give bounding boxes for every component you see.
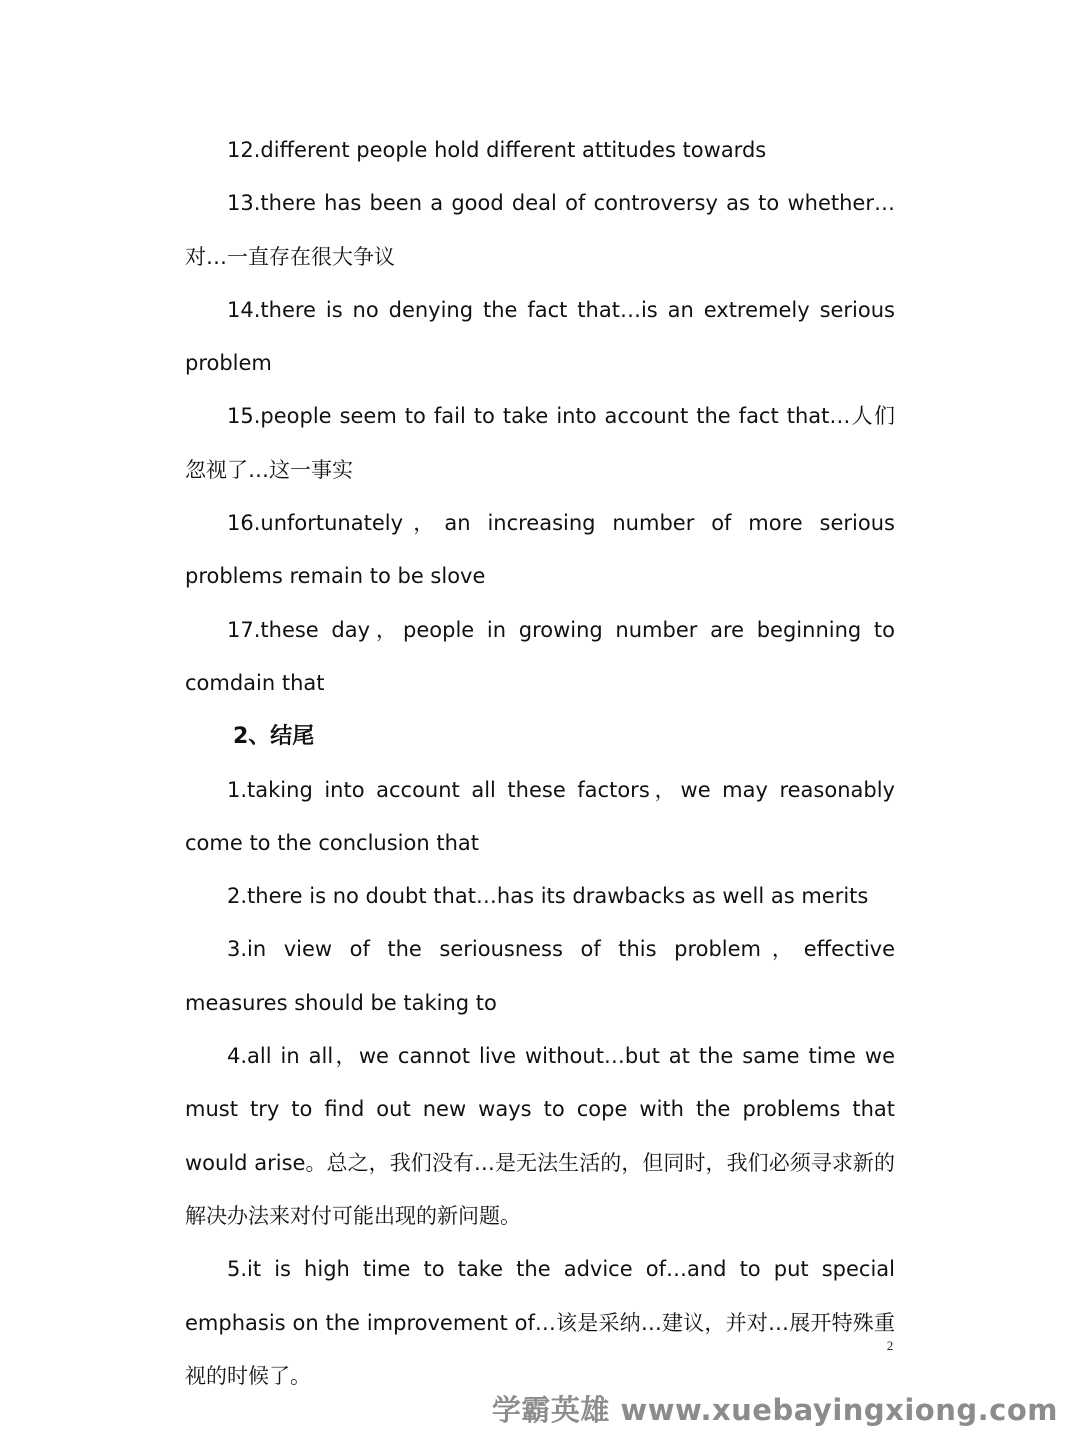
document-body: [185, 124, 895, 1403]
conclusion-item-3: 3.in view of the seriousness of this problem，effective measures should be taking to: [185, 937, 895, 1015]
site-watermark: 学霸英雄 www.xuebayingxiong.com: [491, 1393, 1058, 1427]
conclusion-item-4: 4.all in all，we cannot live without…but at the same time we must try to find out new ways to cope with the problems that would arise。总之，我们没有…是无法生活的，但同时，我们必须寻求新的解决办法来对付可能出现的新问题。: [185, 1044, 895, 1228]
conclusion-item-1: 1.taking into account all these factors，we may reasonably come to the conclusion that: [185, 777, 895, 855]
phrase-item-17: 17.these day，people in growing number are beginning to comdain that: [185, 617, 895, 695]
phrase-item-12: 12.different people hold different attitudes towards: [227, 138, 767, 162]
section-heading-conclusion: 2、结尾: [233, 724, 315, 750]
phrase-item-13: 13.there has been a good deal of controversy as to whether…对…一直存在很大争议: [185, 191, 895, 269]
conclusion-item-2: 2.there is no doubt that…has its drawbacks as well as merits: [227, 884, 869, 909]
phrase-item-14: 14.there is no denying the fact that…is an extremely serious problem: [185, 297, 895, 376]
phrase-item-16: 16.unfortunately，an increasing number of more serious problems remain to be slove: [185, 511, 895, 589]
page-number: 2: [886, 1338, 894, 1353]
phrase-item-15: 15.people seem to fail to take into account the fact that…人们忽视了…这一事实: [185, 404, 895, 482]
conclusion-item-5: 5.it is high time to take the advice of…and to put special emphasis on the improvement of…该是采纳…建议，并对…展开特殊重视的时候了。: [185, 1257, 895, 1388]
